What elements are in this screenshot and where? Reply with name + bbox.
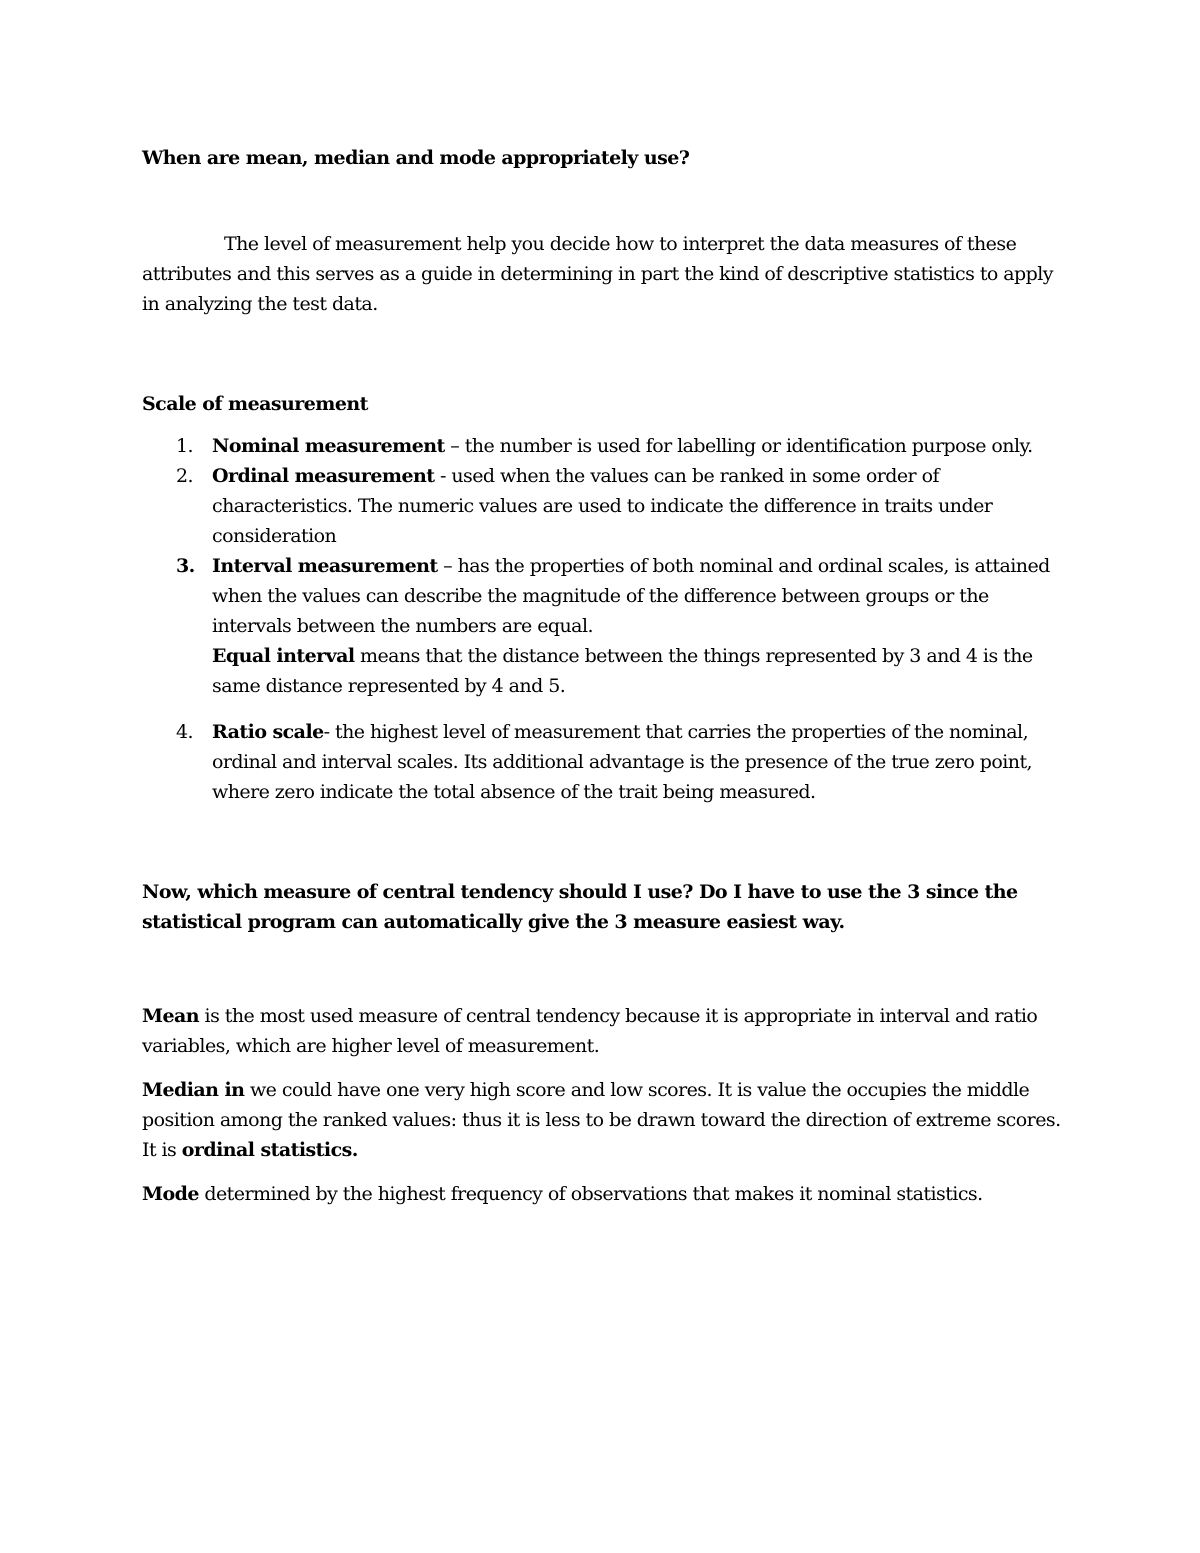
term-median: Median in: [142, 1079, 245, 1101]
document-body: [142, 143, 1062, 1209]
mean-paragraph: [142, 1001, 1062, 1061]
definition-interval: – has the properties of both nominal and ordinal scales, is attained when the values can describe the magnitude of the difference between groups or the intervals between the numbers are equal.: [212, 555, 1050, 637]
list-number: 2.: [176, 465, 194, 487]
median-emphasis: ordinal statistics.: [181, 1139, 358, 1161]
list-item-ordinal: [142, 461, 1062, 551]
median-text: we could have one very high score and low scores. It is value the occupies the middle position among the ranked values: thus it is less to be drawn toward the direction of extreme scores. It is: [142, 1079, 1061, 1161]
mode-paragraph: [142, 1179, 1062, 1209]
scale-list: [142, 431, 1062, 807]
definition-equal-interval: means that the distance between the things represented by 3 and 4 is the same distance represented by 4 and 5.: [212, 645, 1033, 697]
list-item-ratio: [142, 717, 1062, 807]
term-mean: Mean: [142, 1005, 200, 1027]
term-nominal: Nominal measurement: [212, 435, 445, 457]
term-ratio: Ratio scale: [212, 721, 324, 743]
median-paragraph: [142, 1075, 1062, 1165]
intro-paragraph: The level of measurement help you decide how to interpret the data measures of these attributes and this serves as a guide in determining in part the kind of descriptive statistics to apply in analyzing the test data.: [142, 233, 1053, 315]
mean-text: is the most used measure of central tendency because it is appropriate in interval and ratio variables, which are higher level of measurement.: [142, 1005, 1038, 1057]
definition-ordinal: - used when the values can be ranked in some order of characteristics. The numeric values are used to indicate the difference in traits under consideration: [212, 465, 993, 547]
term-ordinal: Ordinal measurement: [212, 465, 435, 487]
term-interval: Interval measurement: [212, 555, 438, 577]
page-title: When are mean, median and mode appropriately use?: [142, 147, 690, 169]
list-number: 3.: [176, 555, 195, 577]
list-number: 1.: [176, 435, 194, 457]
list-item-interval: [142, 551, 1062, 701]
term-equal-interval: Equal interval: [212, 645, 355, 667]
scale-heading: Scale of measurement: [142, 393, 368, 415]
mode-text: determined by the highest frequency of observations that makes it nominal statistics.: [198, 1183, 983, 1205]
list-item-nominal: [142, 431, 1062, 461]
question-paragraph: Now, which measure of central tendency should I use? Do I have to use the 3 since the statistical program can automatically give the 3 measure easiest way.: [142, 881, 1018, 933]
term-mode: Mode: [142, 1183, 199, 1205]
list-number: 4.: [176, 721, 194, 743]
definition-nominal: – the number is used for labelling or identification purpose only.: [444, 435, 1033, 457]
equal-interval-note: [212, 641, 1062, 701]
definition-ratio: - the highest level of measurement that carries the properties of the nominal, ordinal and interval scales. Its additional advantage is the presence of the true zero point, where zero indicate the total absence of the trait being measured.: [212, 721, 1033, 803]
